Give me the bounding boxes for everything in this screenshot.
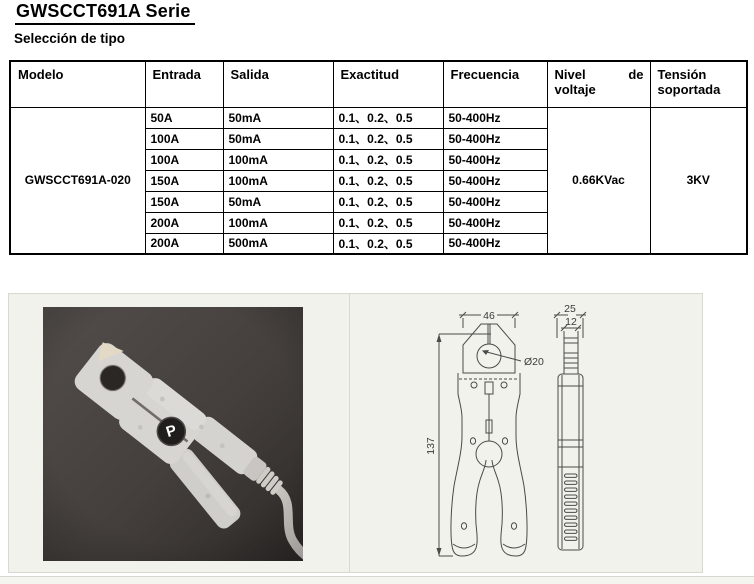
col-header-tension [650, 61, 747, 107]
header-nivel-line2: voltaje [554, 82, 596, 97]
col-header-salida: Salida [223, 61, 333, 107]
figures-panel [8, 293, 703, 573]
cell-exactitud: 0.1、0.2、0.5 [333, 149, 443, 170]
hole-circle [477, 344, 501, 368]
cell-entrada: 200A [145, 212, 223, 233]
cell-salida: 50mA [223, 107, 333, 128]
modelo-cell: GWSCCT691A-020 [10, 107, 145, 254]
dim-side-top-width-label: 12 [565, 316, 577, 328]
header-row [10, 61, 747, 107]
product-photo [43, 307, 303, 561]
cell-salida: 500mA [223, 233, 333, 254]
cell-frecuencia: 50-400Hz [443, 212, 547, 233]
table-row [10, 107, 747, 128]
cell-salida: 50mA [223, 191, 333, 212]
col-header-exactitud: Exactitud [333, 61, 443, 107]
col-header-modelo: Modelo [10, 61, 145, 107]
header-nivel-word1: Nivel [554, 67, 586, 82]
next-section-edge [0, 576, 754, 584]
page-title: GWSCCT691A Serie [15, 1, 195, 25]
photo-vignette [43, 307, 303, 561]
cell-exactitud: 0.1、0.2、0.5 [333, 212, 443, 233]
header-tension-line1: Tensión [657, 67, 707, 82]
cell-exactitud: 0.1、0.2、0.5 [333, 170, 443, 191]
cell-salida: 100mA [223, 212, 333, 233]
cell-frecuencia: 50-400Hz [443, 191, 547, 212]
cell-frecuencia: 50-400Hz [443, 233, 547, 254]
dim-front-width-label: 46 [483, 310, 495, 322]
tension-cell: 3KV [650, 107, 747, 254]
cell-exactitud: 0.1、0.2、0.5 [333, 233, 443, 254]
cell-entrada: 150A [145, 170, 223, 191]
dim-side-width-label: 25 [564, 303, 576, 315]
cell-salida: 100mA [223, 170, 333, 191]
cell-frecuencia: 50-400Hz [443, 107, 547, 128]
dim-front-height-label: 137 [425, 437, 437, 455]
nivel-voltaje-cell: 0.66KVac [547, 107, 650, 254]
type-selection-table [9, 60, 748, 255]
cell-entrada: 150A [145, 191, 223, 212]
col-header-frecuencia: Frecuencia [443, 61, 547, 107]
header-nivel-word2: de [628, 67, 644, 82]
cell-entrada: 50A [145, 107, 223, 128]
cell-exactitud: 0.1、0.2、0.5 [333, 107, 443, 128]
cell-exactitud: 0.1、0.2、0.5 [333, 191, 443, 212]
dim-hole-diameter-label: Ø20 [524, 356, 544, 368]
cell-frecuencia: 50-400Hz [443, 170, 547, 191]
cell-entrada: 100A [145, 128, 223, 149]
header-tension-line2: soportada [657, 82, 721, 97]
cell-frecuencia: 50-400Hz [443, 128, 547, 149]
dimension-drawing [350, 294, 704, 574]
cell-salida: 100mA [223, 149, 333, 170]
cell-salida: 50mA [223, 128, 333, 149]
cell-entrada: 200A [145, 233, 223, 254]
section-subtitle: Selección de tipo [14, 31, 126, 46]
cell-entrada: 100A [145, 149, 223, 170]
cell-exactitud: 0.1、0.2、0.5 [333, 128, 443, 149]
col-header-nivel-voltaje [547, 61, 650, 107]
cell-frecuencia: 50-400Hz [443, 149, 547, 170]
col-header-entrada: Entrada [145, 61, 223, 107]
